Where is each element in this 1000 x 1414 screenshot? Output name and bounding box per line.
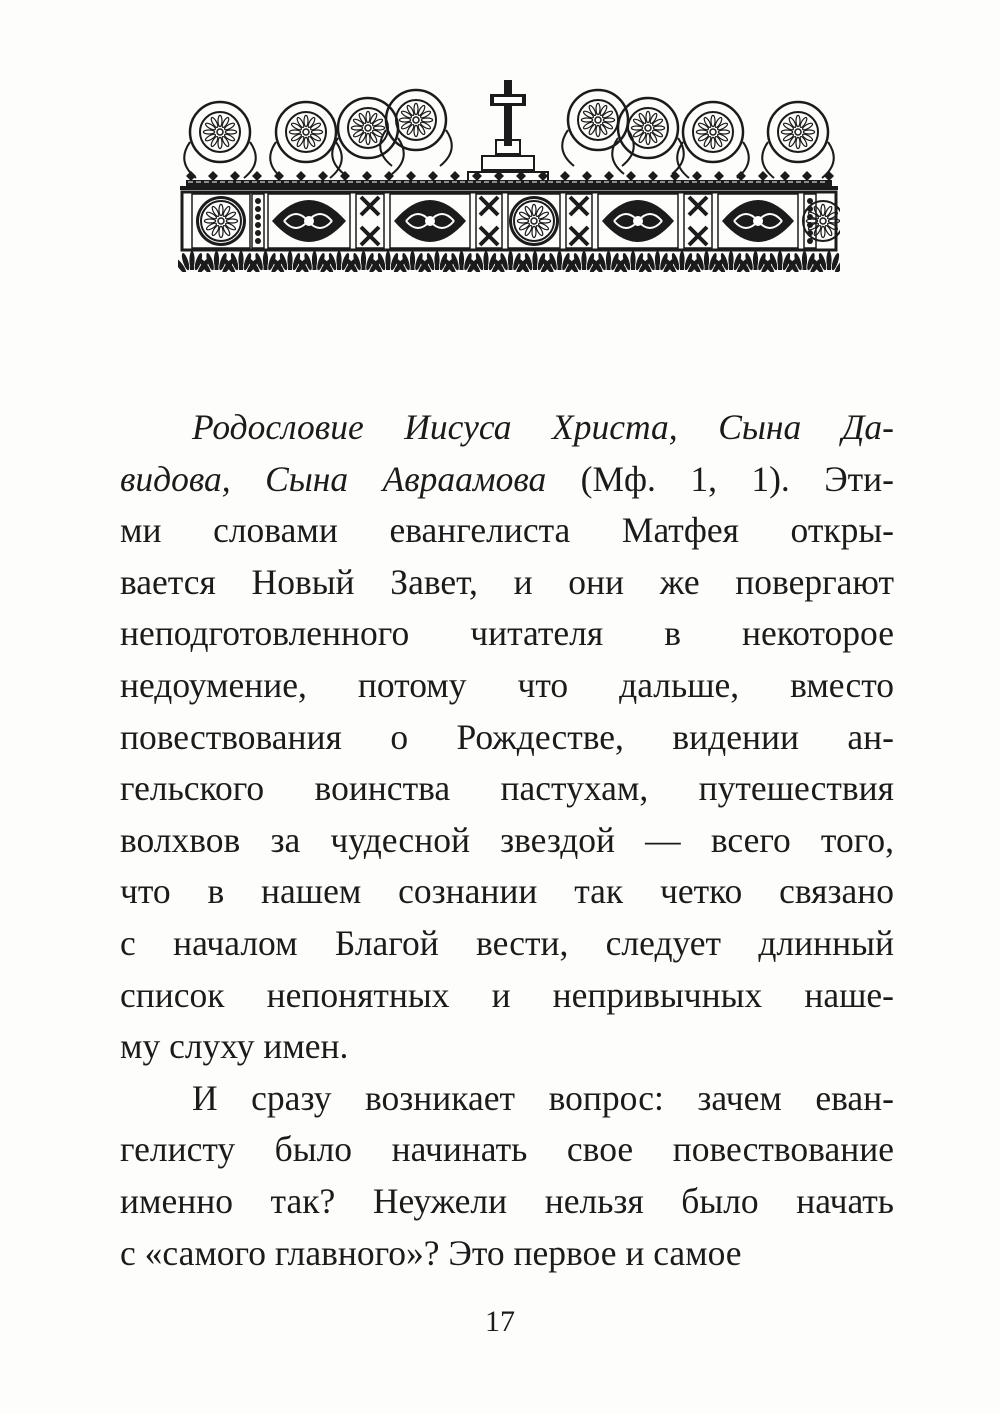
text-line [120,557,894,609]
text-segment: ми словами евангелиста Матфея откры- [120,510,894,551]
text-segment: с «самого главного»? Это первое и самое [120,1232,742,1273]
text-line [120,1176,894,1228]
text-segment: (Мф. 1, 1). Эти- [546,458,894,499]
text-line [120,1073,894,1125]
decorative-band [180,180,838,190]
text-line [120,970,894,1022]
text-segment: список непонятных и непривычных наше- [120,974,894,1015]
text-segment: повествования о Рождестве, видении ан- [120,716,894,757]
steps-ornament [468,140,548,186]
italic-quote: Родословие Иисуса Христа, Сына Да- [192,407,894,447]
text-line [120,763,894,815]
paragraph [120,1073,894,1279]
text-segment: гельского воинства пастухам, путешествия [120,768,894,809]
text-line [120,660,894,712]
italic-quote: видова, Сына Авраамова [120,458,547,499]
text-segment: волхвов за чудесной звездой — всего того, [120,819,894,860]
paragraph [120,402,894,1073]
text-line [120,1021,894,1073]
text-segment: с началом Благой вести, следует длинный [120,922,894,963]
panel-row [182,192,840,250]
text-line [120,608,894,660]
text-segment: неподготовленного читателя в некоторое [120,613,894,654]
text-segment: вается Новый Завет, и они же повергают [120,561,894,602]
text-segment: что в нашем сознании так четко связано [120,871,894,912]
page-number: 17 [485,1305,515,1338]
palmette-fringe [178,251,840,272]
text-line [120,505,894,557]
body-text [120,402,894,1279]
text-line [120,866,894,918]
headpiece-ornament [178,76,840,272]
text-line [120,918,894,970]
text-segment: именно так? Неужели нельзя было начать [120,1180,894,1221]
text-line [120,815,894,867]
text-segment: И сразу возникает вопрос: зачем еван- [192,1077,894,1118]
text-line [120,454,894,506]
text-line [120,1124,894,1176]
cross-icon [490,80,526,146]
text-line [120,1228,894,1280]
text-segment: му слуху имен. [120,1026,349,1067]
text-segment: недоумение, потому что дальше, вместо [120,664,894,705]
text-segment: гелисту было начинать свое повествование [120,1129,894,1170]
text-line [120,402,894,454]
text-line [120,712,894,764]
